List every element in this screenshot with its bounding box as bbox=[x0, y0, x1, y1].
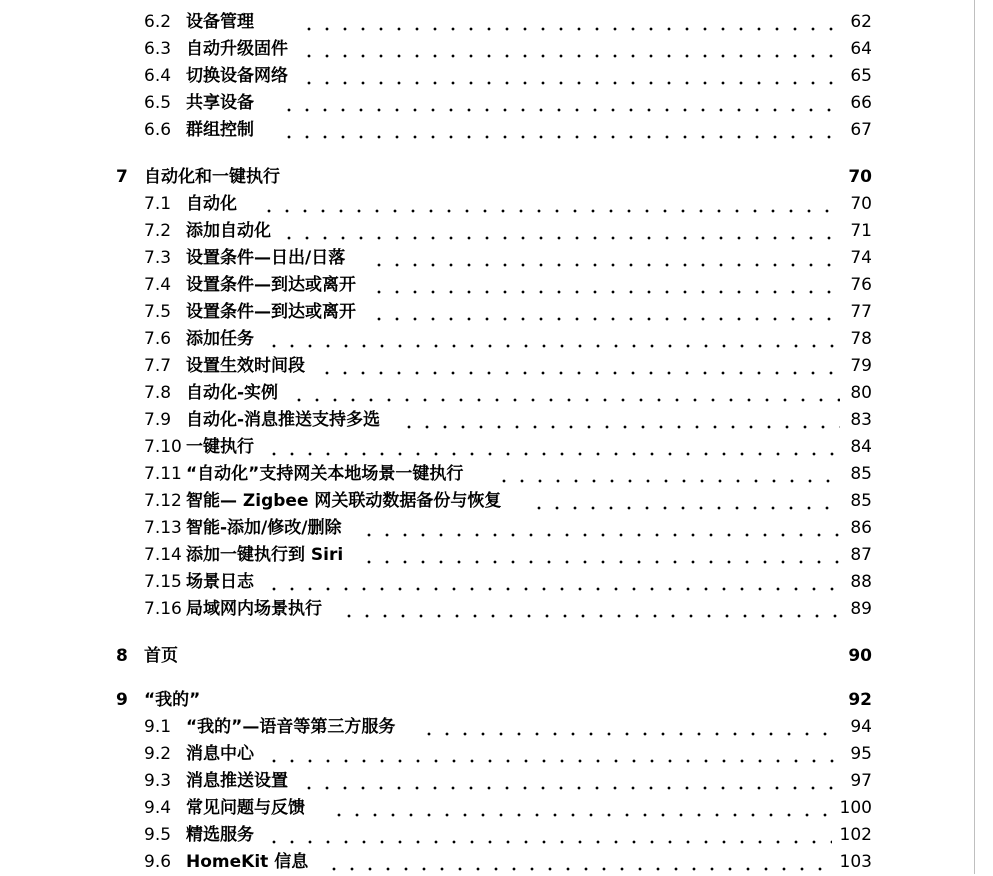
toc-chapter-entry[interactable] bbox=[0, 687, 974, 714]
entry-page-number: 70 bbox=[848, 167, 872, 187]
entry-page-number: 88 bbox=[850, 572, 872, 592]
entry-page-number: 67 bbox=[850, 120, 872, 140]
entry-page-number: 87 bbox=[850, 545, 872, 565]
entry-title: 常见问题与反馈 bbox=[186, 798, 305, 818]
dot-leader bbox=[300, 63, 840, 90]
entry-page-number: 78 bbox=[850, 329, 872, 349]
toc-section-entry[interactable] bbox=[0, 117, 974, 144]
entry-page-number: 85 bbox=[850, 464, 872, 484]
entry-title: 设置条件—到达或离开 bbox=[186, 275, 356, 295]
dot-leader bbox=[290, 380, 840, 407]
entry-page-number: 102 bbox=[839, 825, 872, 845]
entry-page-number: 85 bbox=[850, 491, 872, 511]
entry-title: 添加自动化 bbox=[186, 221, 271, 241]
toc-section-entry[interactable] bbox=[0, 299, 974, 326]
entry-number: 7.16 bbox=[144, 599, 182, 619]
dot-leader bbox=[340, 596, 840, 623]
dot-leader bbox=[265, 434, 840, 461]
entry-number: 7.7 bbox=[144, 356, 172, 376]
dot-leader bbox=[300, 36, 840, 63]
dot-leader bbox=[280, 90, 840, 117]
entry-title: 自动化-实例 bbox=[186, 383, 279, 403]
entry-number: 6.3 bbox=[144, 39, 172, 59]
toc-section-entry[interactable] bbox=[0, 407, 974, 434]
entry-number: 8 bbox=[116, 646, 128, 666]
entry-title: “自动化”支持网关本地场景一键执行 bbox=[186, 464, 464, 484]
entry-page-number: 84 bbox=[850, 437, 872, 457]
entry-page-number: 103 bbox=[839, 852, 872, 872]
toc-section-entry[interactable] bbox=[0, 63, 974, 90]
entry-title: 场景日志 bbox=[186, 572, 254, 592]
dot-leader bbox=[330, 795, 832, 822]
toc-section-entry[interactable] bbox=[0, 795, 974, 822]
toc-section-entry[interactable] bbox=[0, 272, 974, 299]
dot-leader bbox=[400, 407, 840, 434]
entry-page-number: 95 bbox=[850, 744, 872, 764]
entry-number: 9.3 bbox=[144, 771, 172, 791]
dot-leader bbox=[265, 822, 832, 849]
dot-leader bbox=[260, 191, 840, 218]
dot-leader bbox=[318, 353, 840, 380]
entry-title: HomeKit 信息 bbox=[186, 852, 309, 872]
entry-page-number: 86 bbox=[850, 518, 872, 538]
entry-title: 首页 bbox=[144, 646, 178, 666]
entry-number: 7.5 bbox=[144, 302, 172, 322]
dot-leader bbox=[360, 515, 840, 542]
entry-page-number: 76 bbox=[850, 275, 872, 295]
entry-number: 6.4 bbox=[144, 66, 172, 86]
entry-number: 7.1 bbox=[144, 194, 172, 214]
dot-leader bbox=[325, 849, 832, 876]
toc-section-entry[interactable] bbox=[0, 849, 974, 876]
dot-leader bbox=[370, 299, 840, 326]
toc-section-entry[interactable] bbox=[0, 245, 974, 272]
entry-number: 9.6 bbox=[144, 852, 172, 872]
entry-number: 7.3 bbox=[144, 248, 172, 268]
entry-number: 7.15 bbox=[144, 572, 182, 592]
entry-number: 7.10 bbox=[144, 437, 182, 457]
toc-section-entry[interactable] bbox=[0, 488, 974, 515]
entry-number: 9.2 bbox=[144, 744, 172, 764]
entry-title: 添加任务 bbox=[186, 329, 254, 349]
toc-section-entry[interactable] bbox=[0, 542, 974, 569]
dot-leader bbox=[300, 9, 840, 36]
toc-section-entry[interactable] bbox=[0, 353, 974, 380]
dot-leader bbox=[280, 218, 840, 245]
entry-title: 切换设备网络 bbox=[186, 66, 288, 86]
dot-leader bbox=[265, 569, 840, 596]
entry-page-number: 94 bbox=[850, 717, 872, 737]
entry-page-number: 66 bbox=[850, 93, 872, 113]
entry-title: 自动化 bbox=[186, 194, 237, 214]
entry-title: 共享设备 bbox=[186, 93, 254, 113]
toc-section-entry[interactable] bbox=[0, 768, 974, 795]
entry-page-number: 79 bbox=[850, 356, 872, 376]
dot-leader bbox=[265, 326, 840, 353]
entry-number: 7.4 bbox=[144, 275, 172, 295]
entry-page-number: 92 bbox=[848, 690, 872, 710]
entry-title: “我的”—语音等第三方服务 bbox=[186, 717, 396, 737]
entry-title: 精选服务 bbox=[186, 825, 254, 845]
toc-section-entry[interactable] bbox=[0, 569, 974, 596]
entry-title: 设置条件—到达或离开 bbox=[186, 302, 356, 322]
toc-section-entry[interactable] bbox=[0, 714, 974, 741]
toc-section-entry[interactable] bbox=[0, 434, 974, 461]
entry-title: 设置条件—日出/日落 bbox=[186, 248, 346, 268]
entry-page-number: 62 bbox=[850, 12, 872, 32]
dot-leader bbox=[530, 488, 840, 515]
toc-section-entry[interactable] bbox=[0, 596, 974, 623]
toc-section-entry[interactable] bbox=[0, 380, 974, 407]
entry-number: 7.2 bbox=[144, 221, 172, 241]
entry-title: 设备管理 bbox=[186, 12, 254, 32]
toc-section-entry[interactable] bbox=[0, 191, 974, 218]
dot-leader bbox=[360, 542, 840, 569]
toc-section-entry[interactable] bbox=[0, 90, 974, 117]
entry-page-number: 97 bbox=[850, 771, 872, 791]
entry-number: 9 bbox=[116, 690, 128, 710]
dot-leader bbox=[495, 461, 840, 488]
entry-page-number: 100 bbox=[839, 798, 872, 818]
toc-section-entry[interactable] bbox=[0, 218, 974, 245]
dot-leader bbox=[370, 245, 840, 272]
entry-number: 7.12 bbox=[144, 491, 182, 511]
toc-chapter-entry[interactable] bbox=[0, 164, 974, 191]
entry-page-number: 64 bbox=[850, 39, 872, 59]
entry-number: 7 bbox=[116, 167, 128, 187]
entry-page-number: 80 bbox=[850, 383, 872, 403]
entry-page-number: 70 bbox=[850, 194, 872, 214]
entry-title: 消息中心 bbox=[186, 744, 254, 764]
toc-section-entry[interactable] bbox=[0, 822, 974, 849]
toc-section-entry[interactable] bbox=[0, 36, 974, 63]
dot-leader bbox=[300, 768, 840, 795]
entry-title: 局域网内场景执行 bbox=[186, 599, 322, 619]
entry-number: 9.1 bbox=[144, 717, 172, 737]
entry-number: 6.6 bbox=[144, 120, 172, 140]
entry-title: 智能-添加/修改/删除 bbox=[186, 518, 342, 538]
entry-number: 7.11 bbox=[144, 464, 182, 484]
toc-section-entry[interactable] bbox=[0, 9, 974, 36]
entry-number: 9.4 bbox=[144, 798, 172, 818]
toc-section-entry[interactable] bbox=[0, 515, 974, 542]
entry-page-number: 65 bbox=[850, 66, 872, 86]
entry-title: 群组控制 bbox=[186, 120, 254, 140]
toc-chapter-entry[interactable] bbox=[0, 643, 974, 670]
entry-page-number: 71 bbox=[850, 221, 872, 241]
dot-leader bbox=[265, 741, 840, 768]
dot-leader bbox=[370, 272, 840, 299]
entry-page-number: 83 bbox=[850, 410, 872, 430]
entry-title: 一键执行 bbox=[186, 437, 254, 457]
entry-title: “我的” bbox=[144, 690, 201, 710]
toc-section-entry[interactable] bbox=[0, 326, 974, 353]
entry-page-number: 74 bbox=[850, 248, 872, 268]
entry-title: 自动化和一键执行 bbox=[144, 167, 280, 187]
dot-leader bbox=[420, 714, 840, 741]
entry-number: 7.14 bbox=[144, 545, 182, 565]
page-edge-divider bbox=[974, 0, 975, 874]
entry-title: 添加一键执行到 Siri bbox=[186, 545, 344, 565]
entry-title: 消息推送设置 bbox=[186, 771, 288, 791]
entry-number: 7.9 bbox=[144, 410, 172, 430]
entry-page-number: 90 bbox=[848, 646, 872, 666]
entry-title: 智能— Zigbee 网关联动数据备份与恢复 bbox=[186, 491, 502, 511]
entry-number: 7.13 bbox=[144, 518, 182, 538]
entry-title: 自动升级固件 bbox=[186, 39, 288, 59]
entry-page-number: 77 bbox=[850, 302, 872, 322]
entry-title: 自动化-消息推送支持多选 bbox=[186, 410, 381, 430]
toc-section-entry[interactable] bbox=[0, 461, 974, 488]
entry-page-number: 89 bbox=[850, 599, 872, 619]
entry-number: 6.2 bbox=[144, 12, 172, 32]
toc-section-entry[interactable] bbox=[0, 741, 974, 768]
dot-leader bbox=[280, 117, 840, 144]
entry-number: 6.5 bbox=[144, 93, 172, 113]
entry-number: 9.5 bbox=[144, 825, 172, 845]
entry-title: 设置生效时间段 bbox=[186, 356, 305, 376]
entry-number: 7.6 bbox=[144, 329, 172, 349]
entry-number: 7.8 bbox=[144, 383, 172, 403]
